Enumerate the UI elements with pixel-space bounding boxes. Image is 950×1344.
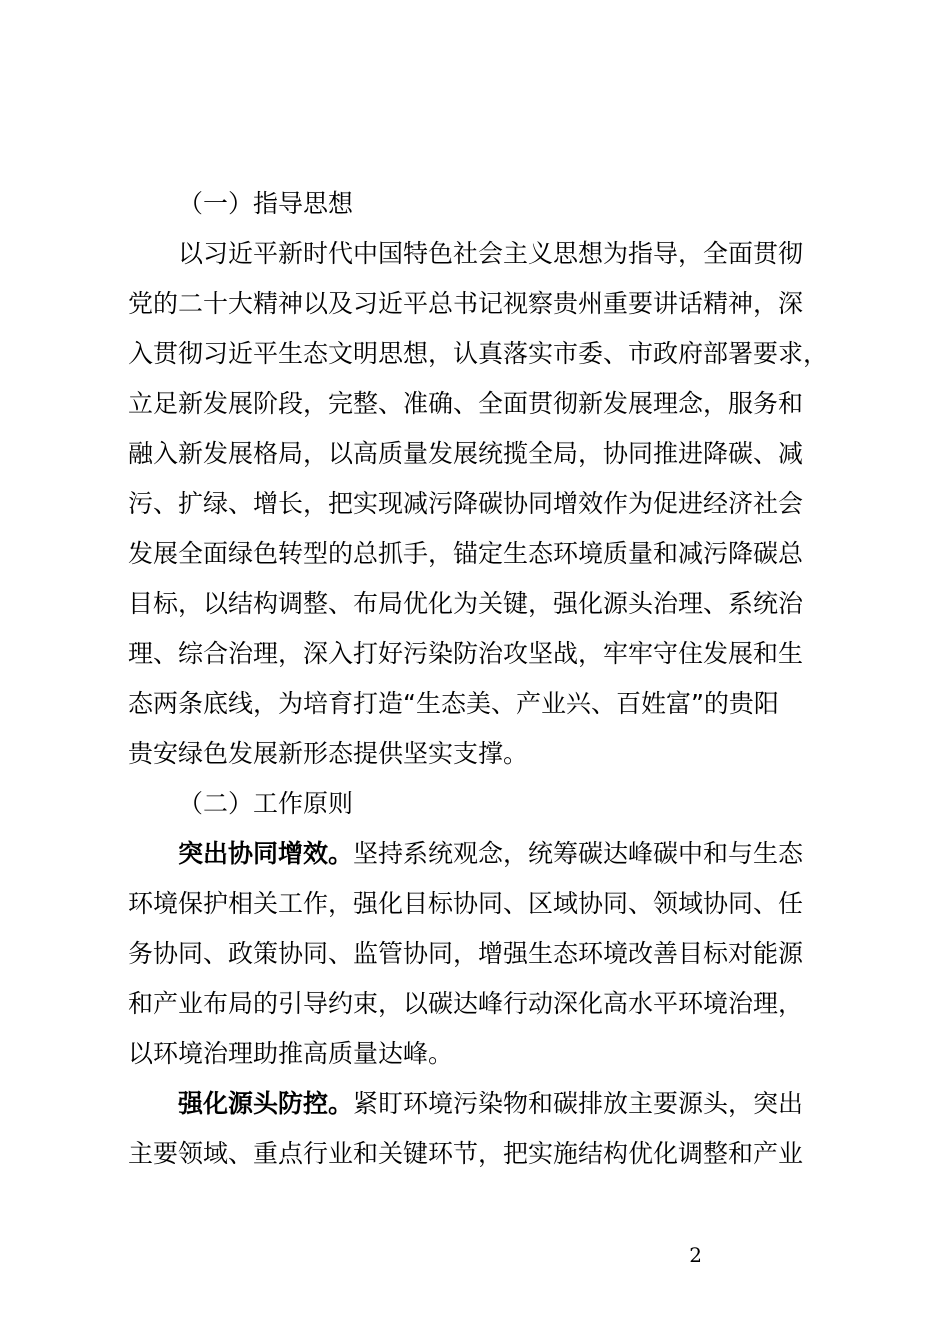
principle-text: 紧盯环境污染物和碳排放主要源头，突出 <box>353 1089 804 1118</box>
paragraph-line: 和产业布局的引导约束，以碳达峰行动深化高水平环境治理， <box>128 989 804 1018</box>
paragraph-line: 目标，以结构调整、布局优化为关键，强化源头治理、系统治 <box>128 589 804 618</box>
paragraph-line: 以环境治理助推高质量达峰。 <box>128 1039 454 1068</box>
paragraph-line: 以习近平新时代中国特色社会主义思想为指导，全面贯彻 <box>178 239 804 268</box>
paragraph-line: 态两条底线，为培育打造“生态美、产业兴、百姓富”的贵阳 <box>128 689 779 718</box>
principle-first-line <box>178 839 803 869</box>
page-number: 2 <box>689 1243 702 1267</box>
paragraph-line: 务协同、政策协同、监管协同，增强生态环境改善目标对能源 <box>128 939 804 968</box>
paragraph-line: 发展全面绿色转型的总抓手，锚定生态环境质量和减污降碳总 <box>128 539 804 568</box>
paragraph-line: 污、扩绿、增长，把实现减污降碳协同增效作为促进经济社会 <box>128 489 804 518</box>
section-heading-guiding-ideology: （一）指导思想 <box>178 189 354 218</box>
paragraph-line: 环境保护相关工作，强化目标协同、区域协同、领域协同、任 <box>128 889 804 918</box>
section-heading-working-principles: （二）工作原则 <box>178 789 354 818</box>
paragraph-line: 贵安绿色发展新形态提供坚实支撑。 <box>128 739 529 768</box>
principle-first-line <box>178 1089 803 1119</box>
principle-text: 坚持系统观念，统筹碳达峰碳中和与生态 <box>353 839 804 868</box>
principle-title: 强化源头防控。 <box>178 1089 354 1118</box>
paragraph-line: 入贯彻习近平生态文明思想，认真落实市委、市政府部署要求， <box>128 339 829 368</box>
paragraph-line: 党的二十大精神以及习近平总书记视察贵州重要讲话精神，深 <box>128 289 804 318</box>
paragraph-line: 主要领域、重点行业和关键环节，把实施结构优化调整和产业 <box>128 1139 804 1168</box>
principle-title: 突出协同增效。 <box>178 839 354 868</box>
paragraph-line: 立足新发展阶段，完整、准确、全面贯彻新发展理念，服务和 <box>128 389 804 418</box>
paragraph-line: 理、综合治理，深入打好污染防治攻坚战，牢牢守住发展和生 <box>128 639 804 668</box>
paragraph-line: 融入新发展格局，以高质量发展统揽全局，协同推进降碳、减 <box>128 439 804 468</box>
